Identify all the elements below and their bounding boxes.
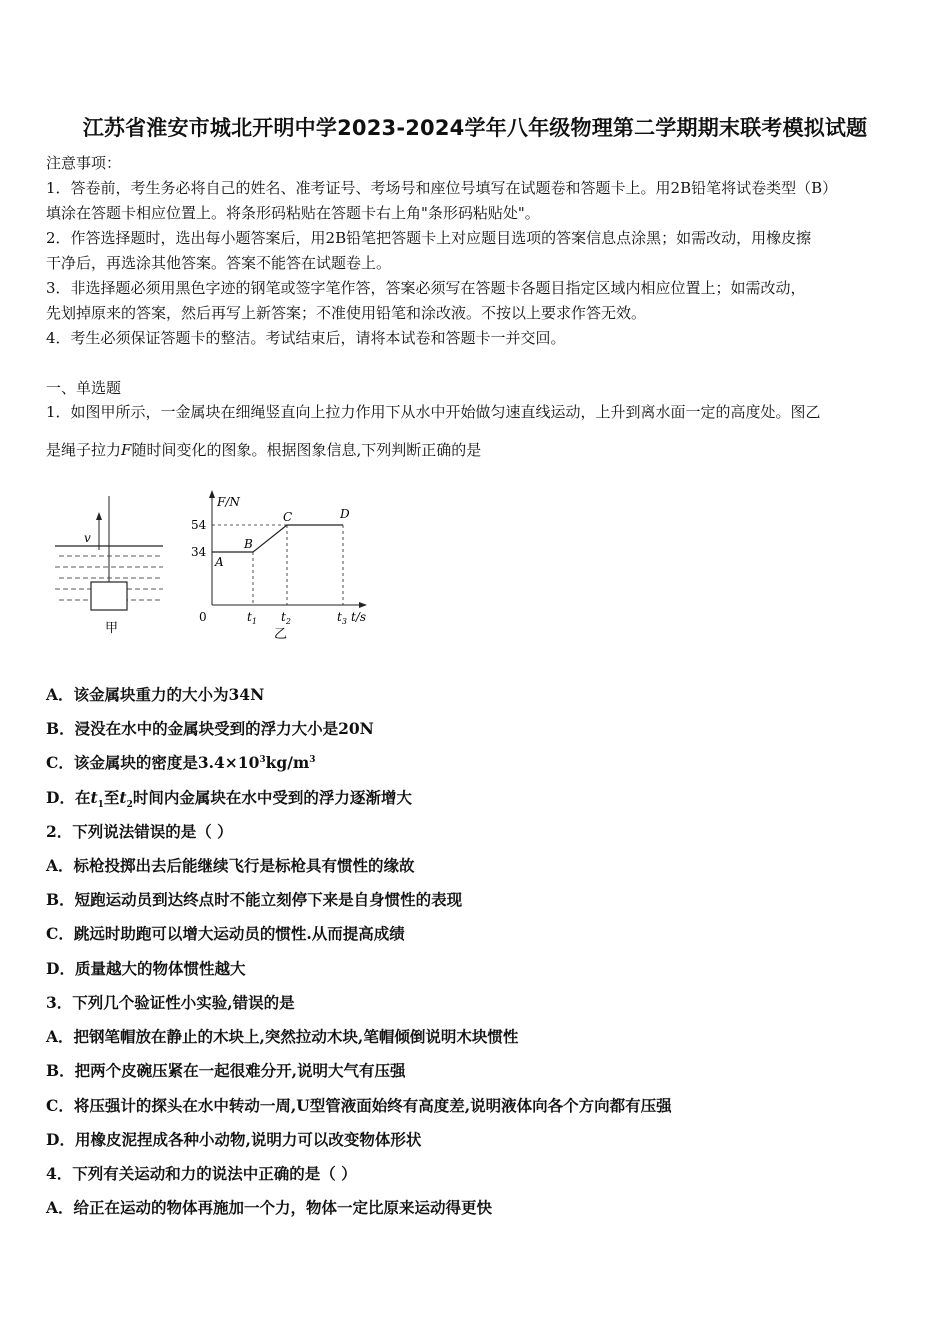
- q1-stem-line1: 1．如图甲所示，一金属块在细绳竖直向上拉力作用下从水中开始做匀速直线运动，上升到离水面一定的高度处。图乙: [46, 403, 821, 421]
- q2-option-a: A．标枪投掷出去后能继续飞行是标枪具有惯性的缘故: [46, 856, 415, 875]
- q1-stem-pre: 是绳子拉力: [46, 441, 122, 459]
- q4-option-a: A．给正在运动的物体再施加一个力，物体一定比原来运动得更快: [46, 1198, 493, 1217]
- velocity-label: v: [84, 531, 91, 545]
- fig-jia: [55, 496, 163, 636]
- x-tick-t1: $t_1$: [247, 610, 257, 626]
- fig-yi: [191, 490, 367, 642]
- q1-option-c-exp: 3: [259, 754, 266, 765]
- q1-stem-post: 随时间变化的图象。根据图象信息,下列判断正确的是: [131, 441, 482, 459]
- q1-force-var: F: [121, 441, 132, 459]
- q1-option-c: [46, 751, 316, 773]
- q3-option-d: D．用橡皮泥捏成各种小动物,说明力可以改变物体形状: [46, 1130, 422, 1149]
- x-axis-arrowhead: [359, 602, 367, 608]
- q3-option-a: A．把钢笔帽放在静止的木块上,突然拉动木块,笔帽倾倒说明木块惯性: [46, 1027, 519, 1046]
- x-axis-label: t/s: [351, 610, 367, 624]
- velocity-arrowhead: [96, 512, 102, 520]
- page-title: 江苏省淮安市城北开明中学2023-2024学年八年级物理第二学期期末联考模拟试题: [82, 116, 868, 140]
- point-c: C: [283, 510, 293, 524]
- q1-option-d-t1: t: [90, 788, 98, 807]
- fig-yi-caption: 乙: [274, 627, 288, 642]
- q2-option-c: C．跳远时助跑可以增大运动员的惯性.从而提高成绩: [46, 924, 405, 943]
- fig-jia-caption: 甲: [105, 621, 119, 636]
- q2-option-b: B．短跑运动员到达终点时不能立刻停下来是自身惯性的表现: [46, 890, 463, 909]
- point-a: A: [215, 555, 224, 569]
- q2-stem: 2．下列说法错误的是（ ）: [46, 822, 233, 841]
- origin-label: 0: [199, 610, 207, 624]
- q3-stem: 3．下列几个验证性小实验,错误的是: [46, 993, 295, 1012]
- q1-figure: [55, 488, 385, 648]
- y-tick-54: 54: [191, 518, 207, 532]
- notice-line: 3．非选择题必须用黑色字迹的钢笔或签字笔作答，答案必须写在答题卡各题目指定区域内相应位置上；如需改动，: [46, 279, 806, 297]
- notice-line: 干净后，再选涂其他答案。答案不能答在试题卷上。: [46, 254, 392, 272]
- notice-line: 填涂在答题卡相应位置上。将条形码粘贴在答题卡右上角"条形码粘贴处"。: [46, 204, 540, 222]
- q2-option-d: D．质量越大的物体惯性越大: [46, 959, 246, 978]
- notice-line: 2．作答选择题时，选出每小题答案后，用2B铅笔把答题卡上对应题目选项的答案信息点涂黑；如需改动，用橡皮擦: [46, 229, 812, 247]
- metal-block: [91, 582, 127, 610]
- section-heading: 一、单选题: [46, 379, 122, 397]
- q1-option-d-mid: 至: [103, 788, 120, 807]
- x-tick-t2: $t_2$: [281, 610, 291, 626]
- q1-option-c-unit: kg/m: [265, 753, 310, 772]
- q1-option-d: [46, 786, 412, 810]
- notice-heading: 注意事项：: [46, 154, 122, 172]
- q1-option-c-text: C．该金属块的密度是3.4×10: [46, 753, 260, 772]
- q1-option-d-pre: D．在: [46, 788, 91, 807]
- point-b: B: [244, 537, 253, 551]
- notice-line: 4．考生必须保证答题卡的整洁。考试结束后，请将本试卷和答题卡一并交回。: [46, 329, 566, 347]
- q1-stem-line2: [46, 439, 481, 460]
- y-axis-label: F/N: [217, 495, 240, 509]
- q3-option-c: C．将压强计的探头在水中转动一周,U型管液面始终有高度差,说明液体向各个方向都有压强: [46, 1096, 672, 1115]
- y-axis-arrowhead: [209, 490, 215, 498]
- q1-option-d-post: 时间内金属块在水中受到的浮力逐渐增大: [132, 788, 412, 807]
- q1-option-b: B．浸没在水中的金属块受到的浮力大小是20N: [46, 719, 374, 738]
- y-tick-34: 34: [191, 545, 207, 559]
- q1-option-c-unit-exp: 3: [309, 754, 316, 765]
- q1-option-a: A．该金属块重力的大小为34N: [46, 685, 265, 704]
- q1-option-d-s1: 1: [97, 800, 104, 811]
- q4-stem: 4．下列有关运动和力的说法中正确的是（ ）: [46, 1164, 357, 1183]
- point-d: D: [340, 507, 350, 521]
- q1-option-d-s2: 2: [126, 800, 133, 811]
- force-line: [212, 525, 343, 552]
- q1-option-d-t2: t: [119, 788, 127, 807]
- x-tick-t3: $t_3$: [337, 610, 347, 626]
- notice-line: 先划掉原来的答案，然后再写上新答案；不准使用铅笔和涂改液。不按以上要求作答无效。: [46, 304, 647, 322]
- q3-option-b: B．把两个皮碗压紧在一起很难分开,说明大气有压强: [46, 1061, 406, 1080]
- notice-line: 1．答卷前，考生务必将自己的姓名、准考证号、考场号和座位号填写在试题卷和答题卡上。用2B铅笔将试卷类型（B）: [46, 179, 838, 197]
